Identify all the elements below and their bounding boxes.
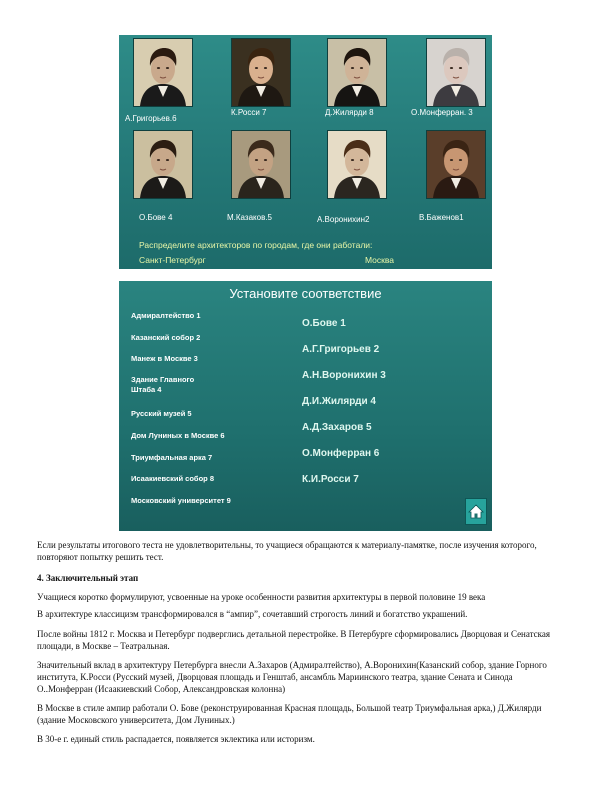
- city-label-moscow: Москва: [365, 255, 395, 265]
- portrait-caption: М.Казаков.5: [227, 213, 272, 222]
- architect-item: О.Бове 1: [302, 318, 346, 329]
- city-label-spb: Санкт-Петербург: [139, 255, 206, 265]
- section-heading: 4. Заключительный этап: [37, 573, 139, 583]
- paragraph-eclecticism: В 30-е г. единый стиль распадается, появляется эклектика или историзм.: [37, 734, 315, 744]
- portrait-caption: Д.Жилярди 8: [325, 108, 374, 117]
- architect-item: А.Д.Захаров 5: [302, 422, 372, 433]
- slide1-instruction: Распределите архитекторов по городам, где они работали:: [139, 240, 373, 250]
- paragraph-retest: Если результаты итогового теста не удовлетворительны, то учащиеся обращаются к материалу-памятке, после изучения которого, повторяют попытку решить тест.: [37, 540, 537, 562]
- portrait-image: [327, 38, 387, 107]
- building-item: Русский музей 5: [131, 409, 192, 418]
- portrait-caption: А.Григорьев.6: [125, 114, 177, 123]
- architect-item: К.И.Росси 7: [302, 474, 359, 485]
- building-item: Дом Луниных в Москве 6: [131, 431, 225, 440]
- architect-item: О.Монферран 6: [302, 448, 380, 459]
- portrait-image: [133, 130, 193, 199]
- portrait-caption: В.Баженов1: [419, 213, 464, 222]
- portrait-image: [426, 38, 486, 107]
- architect-item: А.Г.Григорьев 2: [302, 344, 380, 355]
- paragraph-empire: В архитектуре классицизм трансформировался в “ампир”, сочетавший строгость линий и богатство украшений.: [37, 609, 468, 619]
- portrait-image: [133, 38, 193, 107]
- portrait-image: [426, 130, 486, 199]
- portrait-caption: О.Монферран. 3: [411, 108, 473, 117]
- slide2-title: Установите соответствие: [229, 286, 382, 301]
- architect-item: А.Н.Воронихин 3: [302, 370, 386, 381]
- portrait-image: [231, 130, 291, 199]
- paragraph-moscow: В Москве в стиле ампир работали О. Бове (реконструированная Красная площадь, Большой театр Триумфальная арка,) Д.Жилярди (здание Московского университета, Дом Луниных.): [37, 703, 542, 725]
- building-item: Исаакиевский собор 8: [131, 474, 214, 483]
- building-item: Манеж в Москве 3: [131, 354, 198, 363]
- paragraph-postwar: После войны 1812 г. Москва и Петербург подверглись детальной перестройке. В Петербурге сформировались Дворцовая и Сенатская площади, в Москве – Театральная.: [37, 629, 551, 651]
- portrait-image: [231, 38, 291, 107]
- portrait-caption: К.Росси 7: [231, 108, 267, 117]
- home-button[interactable]: [465, 498, 487, 525]
- building-item: Московский университет 9: [131, 496, 231, 505]
- building-item: Казанский собор 2: [131, 333, 201, 342]
- architects-portraits-slide: [119, 35, 492, 269]
- architect-item: Д.И.Жилярди 4: [302, 396, 376, 407]
- portrait-caption: О.Бове 4: [139, 213, 173, 222]
- building-item: Адмиралтейство 1: [131, 311, 201, 320]
- portrait-caption: А.Воронихин2: [317, 215, 370, 224]
- paragraph-petersburg: Значительный вклад в архитектуру Петербурга внесли А.Захаров (Адмиралтейство), А.Воронихин(Казанский собор, здание Горного института, К.Росси (Русский музей, Дворцовая площадь и Генштаб, ансамбль Мариинского театра, здание Сената и Синода О..Монферран (Исаакиевский Собор, Александровская колонна): [37, 660, 547, 694]
- portrait-image: [327, 130, 387, 199]
- building-item: Здание Главного Штаба 4: [131, 375, 195, 394]
- home-icon: [466, 499, 486, 524]
- paragraph-summary: Учащиеся коротко формулируют, усвоенные на уроке особенности развития архитектуры в первой половине 19 века: [37, 592, 486, 602]
- matching-slide: [119, 281, 492, 531]
- building-item: Триумфальная арка 7: [131, 453, 213, 462]
